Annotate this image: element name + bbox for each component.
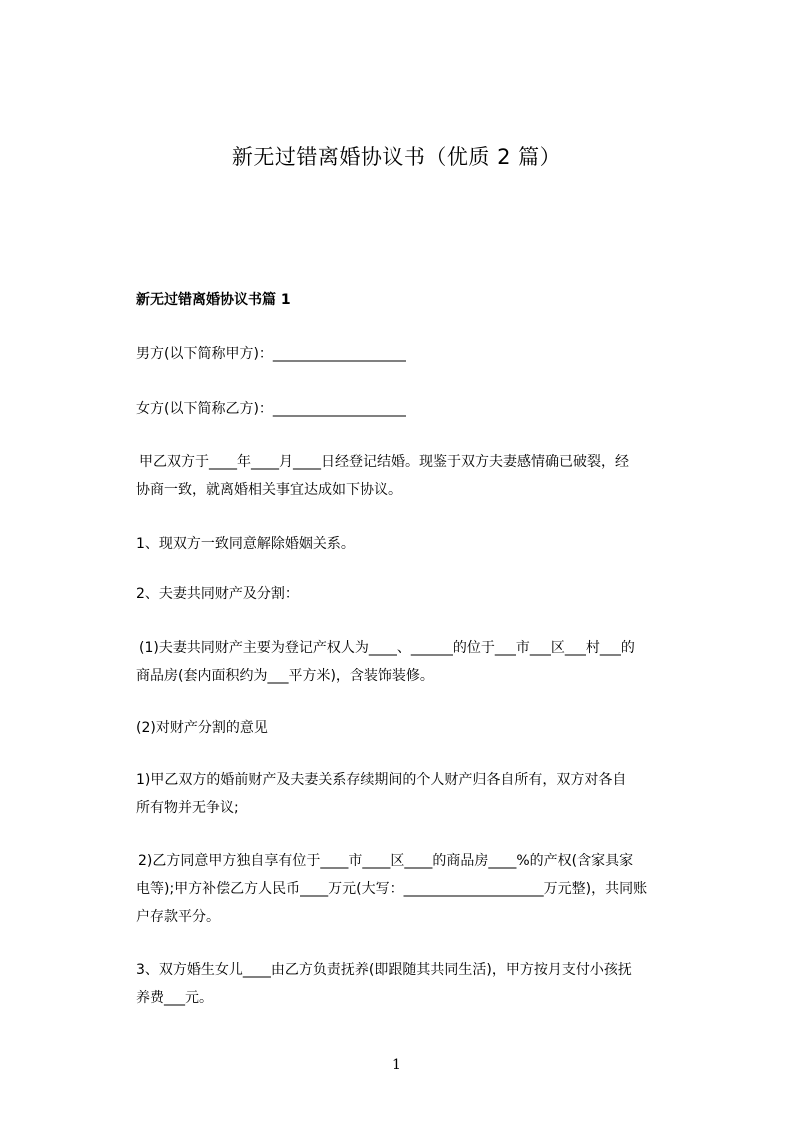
husband-line-text: 男方(以下简称甲方)：___________________ [136,346,406,362]
sub-item-2 [136,847,708,931]
sub-item-1-line-2: 所有物并无争议; [136,800,239,816]
item-1-text: 1、现双方一致同意解除婚姻关系。 [136,536,355,552]
item-3-line-2: 养费___元。 [136,990,213,1006]
sub-item-2-line-3: 户存款平分。 [136,909,220,925]
sub-item-1 [136,766,708,822]
document-title: 新无过错离婚协议书（优质 2 篇） [231,145,562,169]
item-2 [136,580,708,608]
sub-item-1-line-1: 1)甲乙双方的婚前财产及夫妻关系存续期间的个人财产归各自所有，双方对各自 [136,772,627,788]
wife-line-text: 女方(以下简称乙方)：___________________ [136,401,406,417]
item-2-text: 2、夫妻共同财产及分割： [136,586,299,602]
intro-line-2: 协商一致，就离婚相关事宜达成如下协议。 [136,482,402,498]
sub-item-2-line-1: 2)乙方同意甲方独自享有位于____市____区____的商品房____%的产权(含家具家 [138,853,634,869]
item-3-line-1: 3、双方婚生女儿____由乙方负责抚养(即跟随其共同生活)，甲方按月支付小孩抚 [136,962,632,978]
intro-paragraph [136,448,708,504]
item-2-1-line-1: (1)夫妻共同财产主要为登记产权人为____、______的位于___市___区___村___的 [139,640,635,656]
item-2-1-line-2: 商品房(套内面积约为___平方米)，含装饰装修。 [136,668,434,684]
wife-line [136,395,708,423]
item-1 [136,530,708,558]
item-2-2 [136,714,708,742]
page-number: 1 [392,1057,401,1073]
section-heading: 新无过错离婚协议书篇 1 [136,292,291,308]
husband-line [136,340,708,368]
item-2-1 [136,634,708,690]
item-3 [136,956,708,1012]
sub-item-2-line-2: 电等);甲方补偿乙方人民币____万元(大写：____________________万元整)，共同账 [136,881,648,897]
item-2-2-text: (2)对财产分割的意见 [136,720,268,736]
intro-line-1: 甲乙双方于____年____月____日经登记结婚。现鉴于双方夫妻感情确已破裂，经 [139,454,629,470]
